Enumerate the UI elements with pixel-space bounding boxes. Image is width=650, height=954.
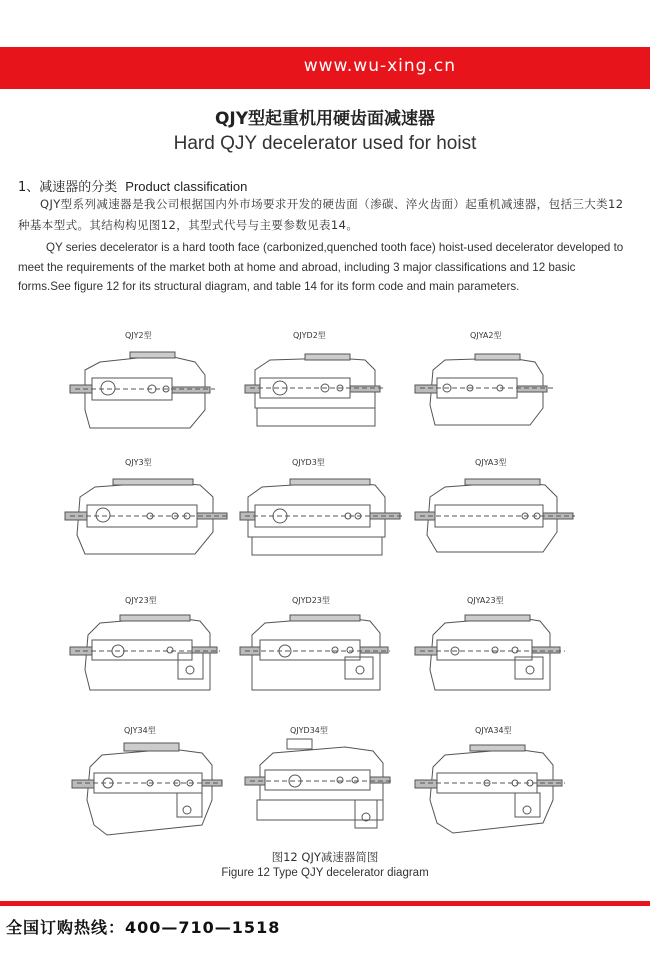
diagram-qjy3 [65,457,230,554]
diagram-label-qjyd34: QJYD34型 [290,726,328,735]
diagram-qjyd2 [245,330,385,426]
diagram-qjy2 [70,330,215,428]
diagram-qjya2 [415,330,553,425]
diagram-label-qjya34: QJYA34型 [475,726,512,735]
page-title-cn: QJY型起重机用硬齿面减速器 [214,109,436,129]
diagram-qjy34 [72,725,222,835]
figure-caption-cn: 图12 QJY减速器简图 [271,850,379,864]
diagram-label-qjyd2: QJYD2型 [293,331,326,340]
paragraph-cn: QJY型系列减速器是我公司根据国内外市场要求开发的硬齿面（渗碳、淬火齿面）起重机减速器，包括三大类12种基本型式。其结构构见图12，其型式代号与主要参数见表14。 [18,197,624,232]
diagram-label-qjy23: QJY23型 [125,596,157,605]
diagram-label-qjya23: QJYA23型 [467,596,504,605]
diagram-qjyd23 [240,595,390,690]
diagram-label-qjy34: QJY34型 [124,726,156,735]
page-title-en: Hard QJY decelerator used for hoist [173,133,477,154]
diagram-qjya23 [415,595,565,690]
diagram-qjya3 [415,457,575,552]
paragraph-en: QY series decelerator is a hard tooth face (carbonized,quenched tooth face) hoist-used decelerator developed to meet the requirements of the market both at home and abroad, including 3 major classifications and 12 basic forms.See figure 12 for its structural diagram, and table 14 for its form code and main parameters. [18,241,624,293]
diagram-label-qjyd3: QJYD3型 [292,458,325,467]
section-heading-cn: 1、减速器的分类 [18,180,118,195]
diagram-label-qjy3: QJY3型 [125,458,152,467]
site-url[interactable]: www.wu-xing.cn [303,56,456,76]
footer-divider [0,901,650,906]
section-heading-en: Product classification [125,179,248,194]
section-heading [18,176,247,195]
figure-12-diagrams [0,320,650,860]
diagram-qjya34 [415,725,565,833]
diagram-label-qjyd23: QJYD23型 [292,596,330,605]
diagram-label-qjya3: QJYA3型 [475,458,507,467]
diagram-qjyd34 [245,725,393,828]
diagram-label-qjy2: QJY2型 [125,331,152,340]
diagram-label-qjya2: QJYA2型 [470,331,502,340]
diagram-qjy23 [70,595,220,690]
diagram-svg [0,320,650,860]
header-banner [0,47,650,89]
diagram-qjyd3 [240,457,402,555]
order-hotline[interactable]: 全国订购热线：400—710—1518 [6,918,281,937]
figure-caption-en: Figure 12 Type QJY decelerator diagram [221,867,429,879]
